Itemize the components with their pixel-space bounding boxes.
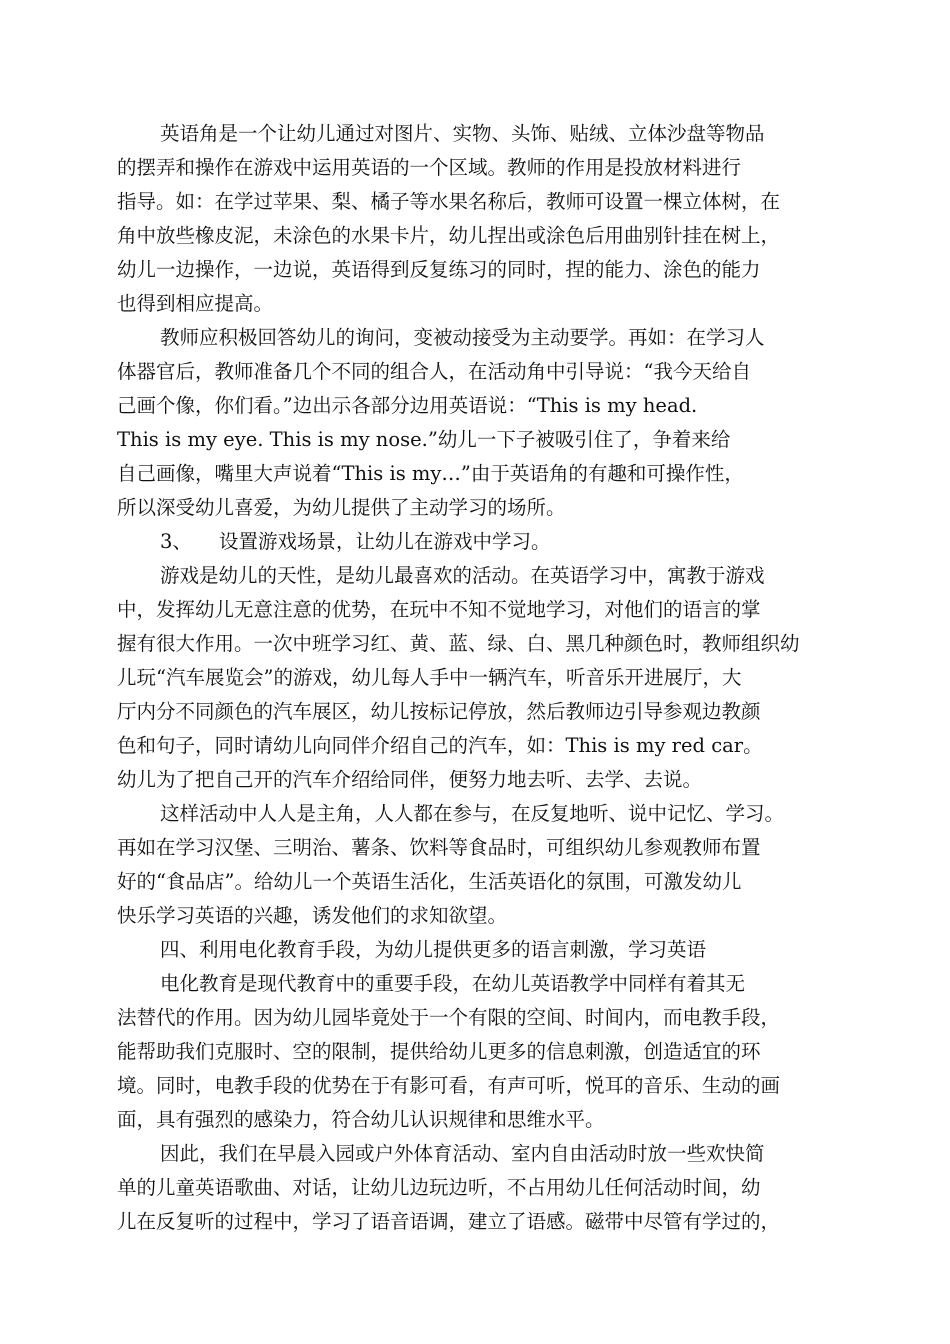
paragraph-line: 的摆弄和操作在游戏中运用英语的一个区域。教师的作用是投放材料进行: [117, 156, 742, 179]
paragraph-line: 这样活动中人人是主角，人人都在参与，在反复地听、说中记忆、学习。: [160, 802, 785, 825]
paragraph-line: 指导。如：在学过苹果、梨、橘子等水果名称后，教师可设置一棵立体树，在: [117, 190, 781, 213]
paragraph-line: 角中放些橡皮泥，未涂色的水果卡片，幼儿捏出或涂色后用曲别针挂在树上，: [117, 224, 781, 247]
paragraph-line: 快乐学习英语的兴趣，诱发他们的求知欲望。: [117, 904, 508, 927]
paragraph-line: 也得到相应提高。: [117, 292, 274, 315]
paragraph-line: 境。同时，电教手段的优势在于有影可看，有声可听，悦耳的音乐、生动的画: [117, 1074, 781, 1097]
section-number: 3、: [160, 530, 192, 553]
paragraph-line: 色和句子，同时请幼儿向同伴介绍自己的汽车，如：This is my red car。: [117, 734, 763, 757]
paragraph-line: 教师应积极回答幼儿的询问，变被动接受为主动要学。再如：在学习人: [160, 326, 765, 349]
paragraph-line: 因此，我们在早晨入园或户外体育活动、室内自由活动时放一些欢快简: [160, 1142, 765, 1165]
paragraph-line: 中，发挥幼儿无意注意的优势，在玩中不知不觉地学习，对他们的语言的掌: [117, 598, 761, 621]
paragraph-line: 厅内分不同颜色的汽车展区，幼儿按标记停放，然后教师边引导参观边教颜: [117, 700, 761, 723]
paragraph-line: 游戏是幼儿的天性，是幼儿最喜欢的活动。在英语学习中，寓教于游戏: [160, 564, 765, 587]
paragraph-line: 面，具有强烈的感染力，符合幼儿认识规律和思维水平。: [117, 1108, 605, 1131]
paragraph-line: 体器官后，教师准备几个不同的组合人，在活动角中引导说：“我今天给自: [117, 360, 751, 383]
paragraph-line: 儿玩“汽车展览会”的游戏，幼儿每人手中一辆汽车，听音乐开进展厅，大: [117, 666, 742, 689]
paragraph-line: 单的儿童英语歌曲、对话，让幼儿边玩边听，不占用幼儿任何活动时间，幼: [117, 1176, 761, 1199]
paragraph-line: 再如在学习汉堡、三明治、薯条、饮料等食品时，可组织幼儿参观教师布置: [117, 836, 761, 859]
paragraph-line: 握有很大作用。一次中班学习红、黄、蓝、绿、白、黑几种颜色时，教师组织幼: [117, 632, 800, 655]
paragraph-line: 好的“食品店”。给幼儿一个英语生活化，生活英语化的氛围，可激发幼儿: [117, 870, 742, 893]
paragraph-line: 自己画像，嘴里大声说着“This is my…”由于英语角的有趣和可操作性，: [117, 462, 744, 485]
paragraph-line: This is my eye. This is my nose.”幼儿一下子被吸引住了，争着来给: [117, 428, 731, 451]
section-heading: 设置游戏场景，让幼儿在游戏中学习。: [219, 530, 551, 553]
paragraph-line: 法替代的作用。因为幼儿园毕竟处于一个有限的空间、时间内，而电教手段，: [117, 1006, 781, 1029]
paragraph-line: 能帮助我们克服时、空的限制，提供给幼儿更多的信息刺激，创造适宜的环: [117, 1040, 761, 1063]
paragraph-line: 幼儿一边操作，一边说，英语得到反复练习的同时，捏的能力、涂色的能力: [117, 258, 761, 281]
paragraph-line: 幼儿为了把自己开的汽车介绍给同伴，便努力地去听、去学、去说。: [117, 768, 703, 791]
paragraph-line: 英语角是一个让幼儿通过对图片、实物、头饰、贴绒、立体沙盘等物品: [160, 122, 765, 145]
paragraph-line: 电化教育是现代教育中的重要手段，在幼儿英语教学中同样有着其无: [160, 972, 746, 995]
paragraph-line: 所以深受幼儿喜爱，为幼儿提供了主动学习的场所。: [117, 496, 566, 519]
section-heading: 四、利用电化教育手段，为幼儿提供更多的语言刺激，学习英语: [160, 938, 707, 961]
paragraph-line: 己画个像，你们看。”边出示各部分边用英语说：“This is my head.: [117, 394, 698, 417]
paragraph-line: 儿在反复听的过程中，学习了语音语调，建立了语感。磁带中尽管有学过的，: [117, 1210, 781, 1233]
